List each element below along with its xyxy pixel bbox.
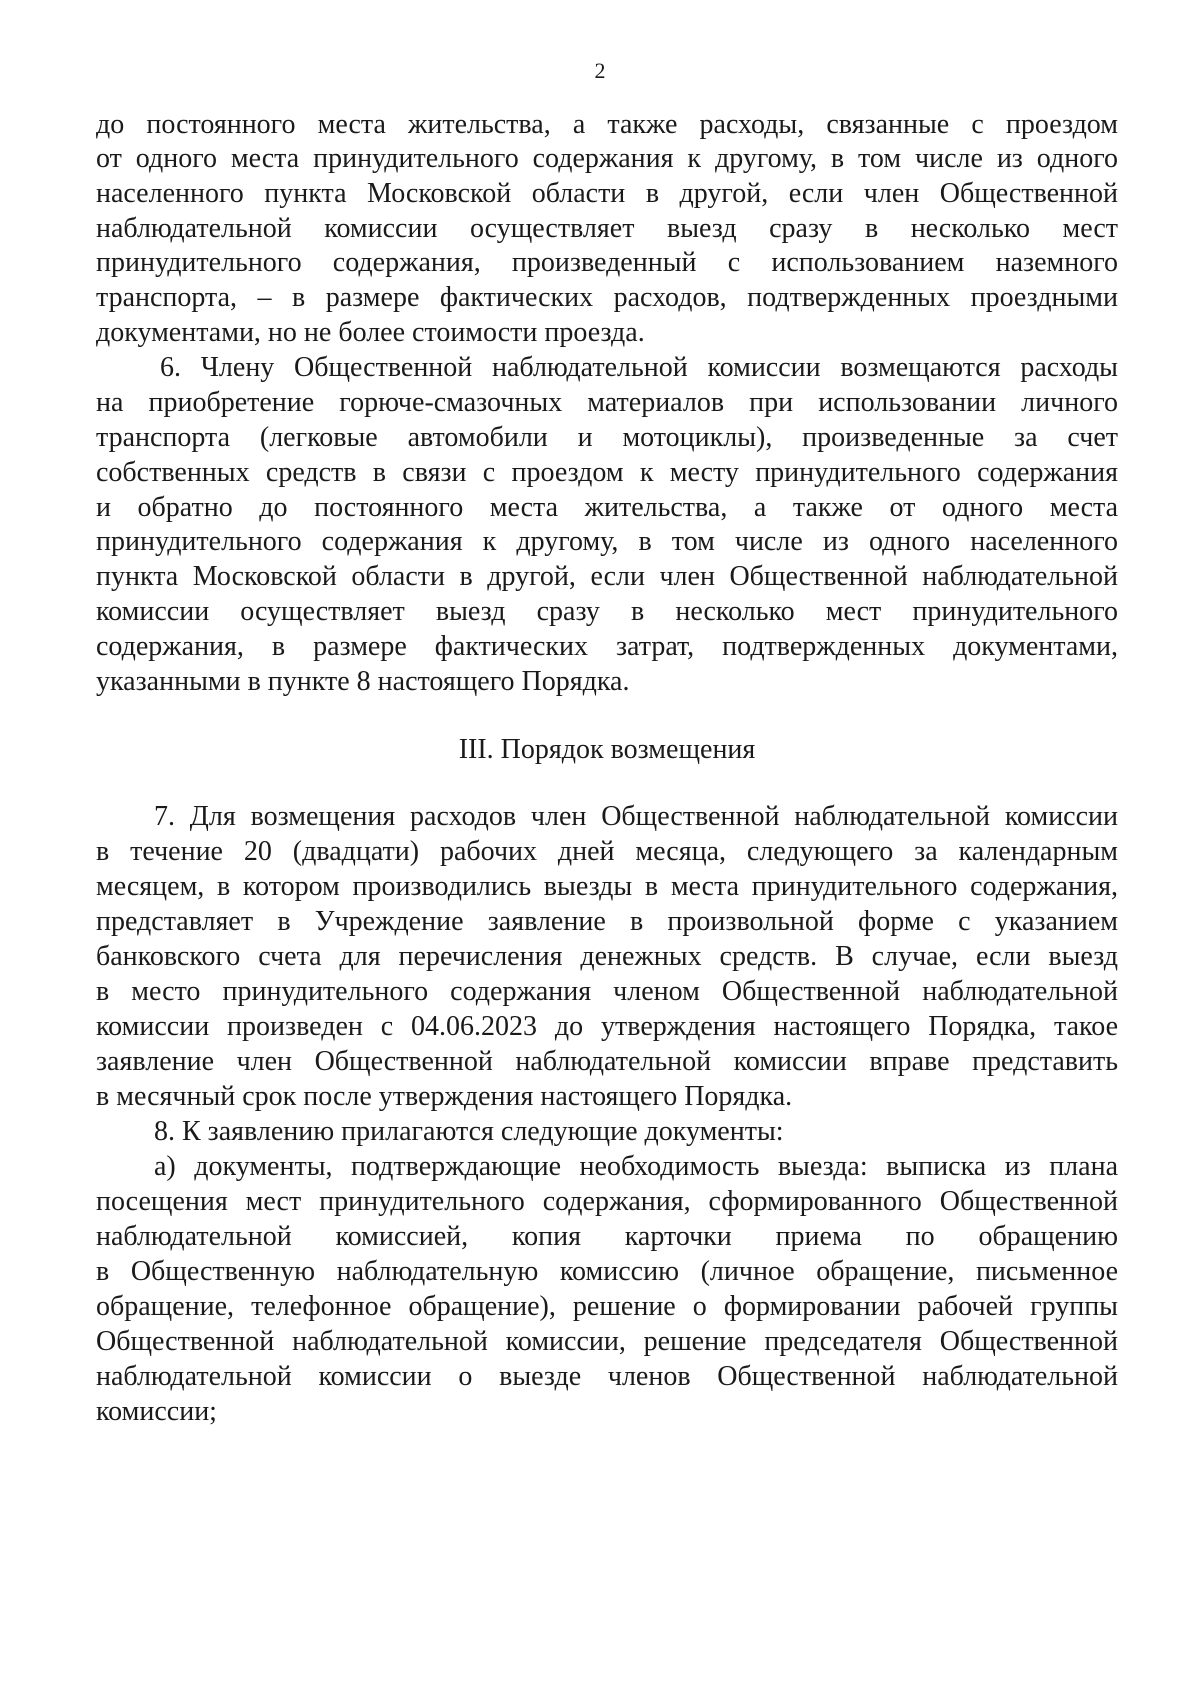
text-line: принудительного содержания, произведенный с использованием наземного [96, 247, 1118, 278]
text-line: наблюдательной комиссии осуществляет выезд сразу в несколько мест [96, 213, 1118, 244]
paragraph-7-first-line: 7. Для возмещения расходов член Общественной наблюдательной комиссии [154, 801, 1118, 832]
text-line: пункта Московской области в другой, если член Общественной наблюдательной [96, 561, 1118, 592]
text-line: до постоянного места жительства, а также расходы, связанные с проездом [96, 109, 1118, 140]
page-number: 2 [594, 58, 606, 83]
text-line: месяцем, в котором производились выезды в места принудительного содержания, [96, 871, 1118, 902]
text-line: от одного места принудительного содержания к другому, в том числе из одного [96, 143, 1118, 174]
text-line: посещения мест принудительного содержания, сформированного Общественной [96, 1186, 1118, 1217]
text-line: собственных средств в связи с проездом к месту принудительного содержания [96, 457, 1118, 488]
text-line: и обратно до постоянного места жительства, а также от одного места [96, 492, 1118, 523]
paragraph-8-line: 8. К заявлению прилагаются следующие документы: [154, 1116, 784, 1147]
text-line: банковского счета для перечисления денежных средств. В случае, если выезд [96, 941, 1118, 972]
text-line: заявление член Общественной наблюдательной комиссии вправе представить [96, 1046, 1118, 1077]
text-line: наблюдательной комиссии о выезде членов Общественной наблюдательной [96, 1361, 1118, 1392]
text-line: обращение, телефонное обращение), решение о формировании рабочей группы [96, 1291, 1118, 1322]
text-line: на приобретение горюче-смазочных материалов при использовании личного [96, 387, 1118, 418]
text-line: в течение 20 (двадцати) рабочих дней месяца, следующего за календарным [96, 836, 1118, 867]
paragraph-6-first-line: 6. Члену Общественной наблюдательной комиссии возмещаются расходы [160, 352, 1118, 383]
text-line: комиссии; [96, 1396, 217, 1427]
text-line: транспорта (легковые автомобили и мотоциклы), произведенные за счет [96, 422, 1118, 453]
text-line: принудительного содержания к другому, в том числе из одного населенного [96, 526, 1118, 557]
text-line: в Общественную наблюдательную комиссию (личное обращение, письменное [96, 1256, 1118, 1287]
text-line: населенного пункта Московской области в другой, если член Общественной [96, 178, 1118, 209]
text-line: содержания, в размере фактических затрат, подтвержденных документами, [96, 631, 1118, 662]
text-line: наблюдательной комиссией, копия карточки приема по обращению [96, 1221, 1118, 1252]
text-line: комиссии произведен с 04.06.2023 до утверждения настоящего Порядка, такое [96, 1011, 1118, 1042]
text-line: в месячный срок после утверждения настоящего Порядка. [96, 1081, 793, 1112]
text-line: представляет в Учреждение заявление в произвольной форме с указанием [96, 906, 1118, 937]
text-line: комиссии осуществляет выезд сразу в несколько мест принудительного [96, 596, 1118, 627]
text-line: Общественной наблюдательной комиссии, решение председателя Общественной [96, 1326, 1118, 1357]
text-line: транспорта, – в размере фактических расходов, подтвержденных проездными [96, 282, 1118, 313]
text-line: документами, но не более стоимости проезда. [96, 317, 645, 348]
text-line: в место принудительного содержания членом Общественной наблюдательной [96, 976, 1118, 1007]
text-line: указанными в пункте 8 настоящего Порядка. [96, 666, 630, 697]
section-heading: III. Порядок возмещения [458, 734, 756, 765]
item-a-first-line: а) документы, подтверждающие необходимость выезда: выписка из плана [154, 1151, 1118, 1182]
